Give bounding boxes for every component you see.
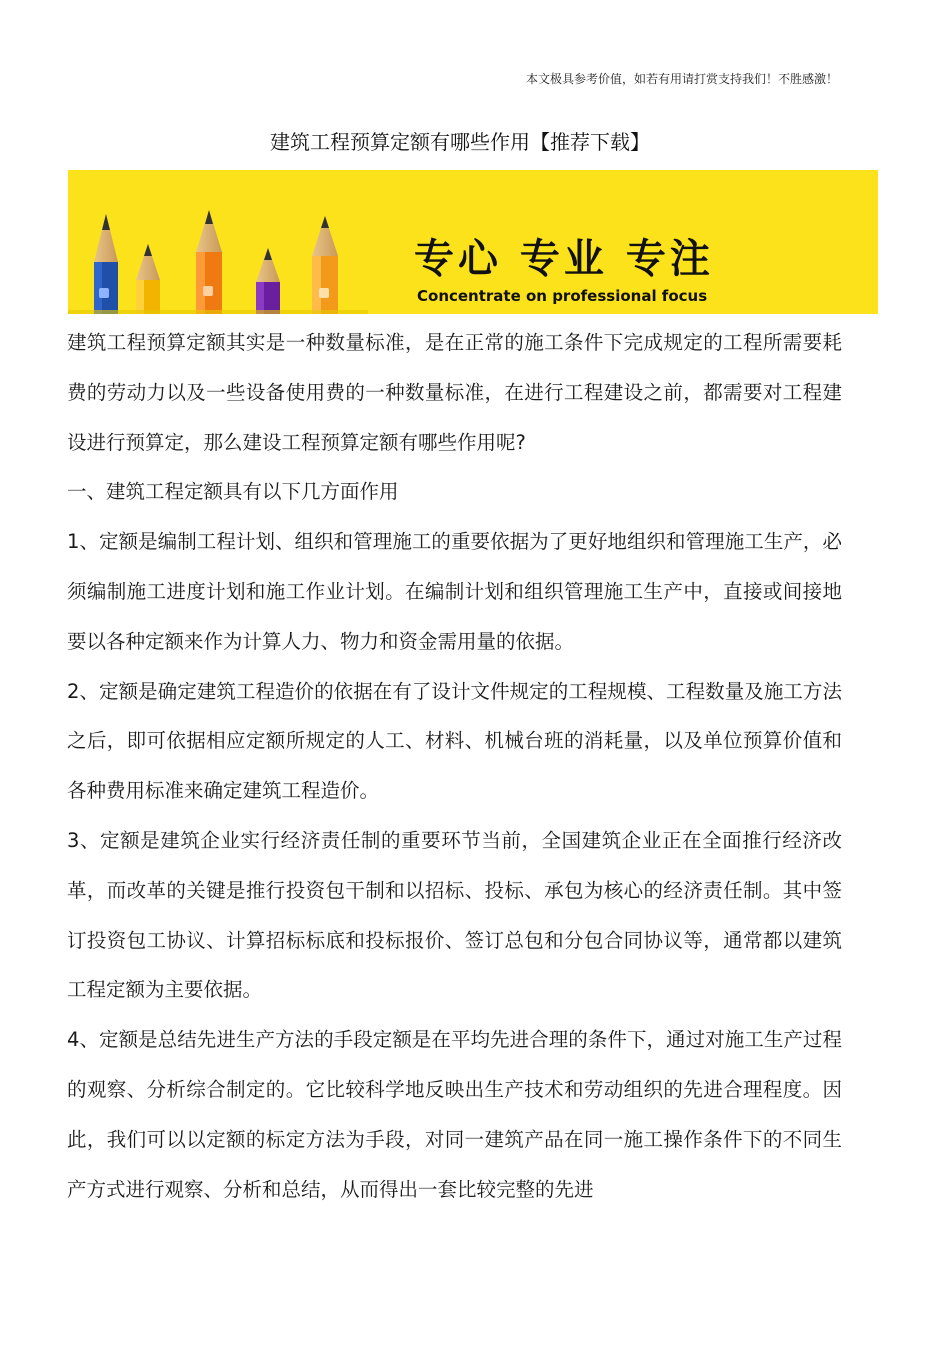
header-note: 本文极具参考价值，如若有用请打赏支持我们！不胜感激！ — [525, 72, 838, 86]
orange-pencil-icon — [196, 210, 222, 314]
article-body — [67, 318, 842, 1214]
document-title: 建筑工程预算定额有哪些作用【推荐下载】 — [270, 130, 650, 154]
yellow-pencil-icon — [136, 244, 160, 314]
amber-pencil-icon — [312, 216, 338, 314]
paragraph: 建筑工程预算定额其实是一种数量标准，是在正常的施工条件下完成规定的工程所需要耗费的劳动力以及一些设备使用费的一种数量标准，在进行工程建设之前，都需要对工程建设进行预算定，那么建设工程预算定额有哪些作用呢? — [67, 331, 842, 454]
paragraph: 1、定额是编制工程计划、组织和管理施工的重要依据为了更好地组织和管理施工生产，必须编制施工进度计划和施工作业计划。在编制计划和组织管理施工生产中，直接或间接地要以各种定额来作为计算人力、物力和资金需用量的依据。 — [67, 530, 842, 653]
banner-slogan: 专心 专业 专注 — [414, 236, 714, 282]
banner-slogan-english: Concentrate on professional focus — [417, 287, 708, 305]
purple-pencil-icon — [256, 248, 280, 314]
banner-image — [68, 170, 878, 314]
paragraph: 4、定额是总结先进生产方法的手段定额是在平均先进合理的条件下，通过对施工生产过程的观察、分析综合制定的。它比较科学地反映出生产技术和劳动组织的先进合理程度。因此，我们可以以定额的标定方法为手段，对同一建筑产品在同一施工操作条件下的不同生产方式进行观察、分析和总结，从而得出一套比较完整的先进 — [67, 1028, 842, 1201]
section-heading: 一、建筑工程定额具有以下几方面作用 — [67, 480, 399, 504]
blue-pencil-icon — [94, 214, 118, 314]
paragraph: 3、定额是建筑企业实行经济责任制的重要环节当前，全国建筑企业正在全面推行经济改革，而改革的关键是推行投资包干制和以招标、投标、承包为核心的经济责任制。其中签订投资包工协议、计算招标标底和投标报价、签订总包和分包合同协议等，通常都以建筑工程定额为主要依据。 — [67, 828, 842, 1002]
paragraph: 2、定额是确定建筑工程造价的依据在有了设计文件规定的工程规模、工程数量及施工方法之后，即可依据相应定额所规定的人工、材料、机械台班的消耗量，以及单位预算价值和各种费用标准来确定建筑工程造价。 — [67, 679, 842, 803]
